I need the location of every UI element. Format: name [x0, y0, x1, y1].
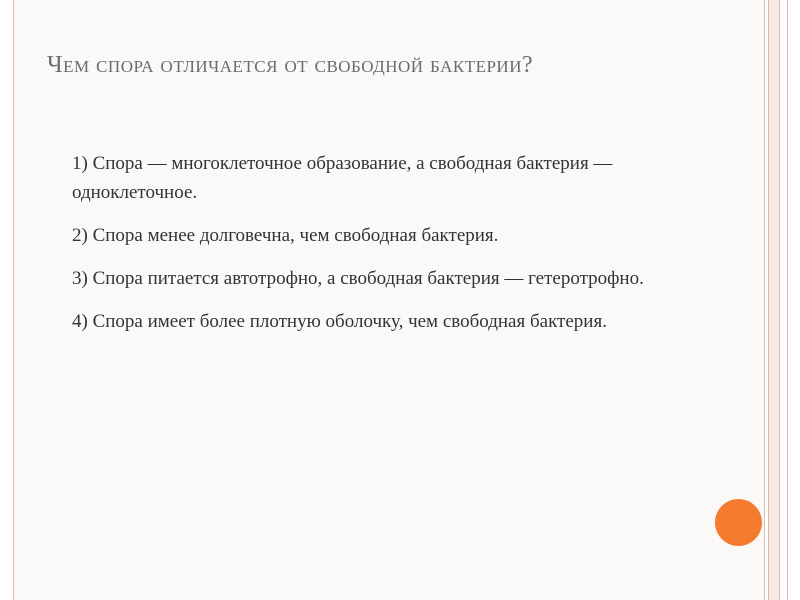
bullet-text-1: 1) Спора — многоклеточное образование, а свободная бактерия — одноклеточное.: [72, 153, 613, 203]
decorative-right-band: [768, 0, 780, 600]
bullet-text-3: 3) Спора питается автотрофно, а свободная бактерия — гетеротрофно.: [72, 268, 644, 289]
orange-circle-icon: [715, 499, 762, 546]
bullet-text-2: 2) Спора менее долговечна, чем свободная бактерия.: [72, 225, 499, 246]
bullet-text-4: 4) Спора имеет более плотную оболочку, чем свободная бактерия.: [72, 311, 607, 332]
bullet-item-2: [47, 221, 697, 250]
bullet-list: [47, 149, 697, 350]
bullet-item-1: [47, 149, 697, 207]
decorative-right-line: [787, 0, 788, 600]
slide-title: Чем спора отличается от свободной бактерии?: [47, 52, 534, 78]
bullet-item-4: [47, 307, 697, 336]
bullet-item-3: [47, 264, 697, 293]
